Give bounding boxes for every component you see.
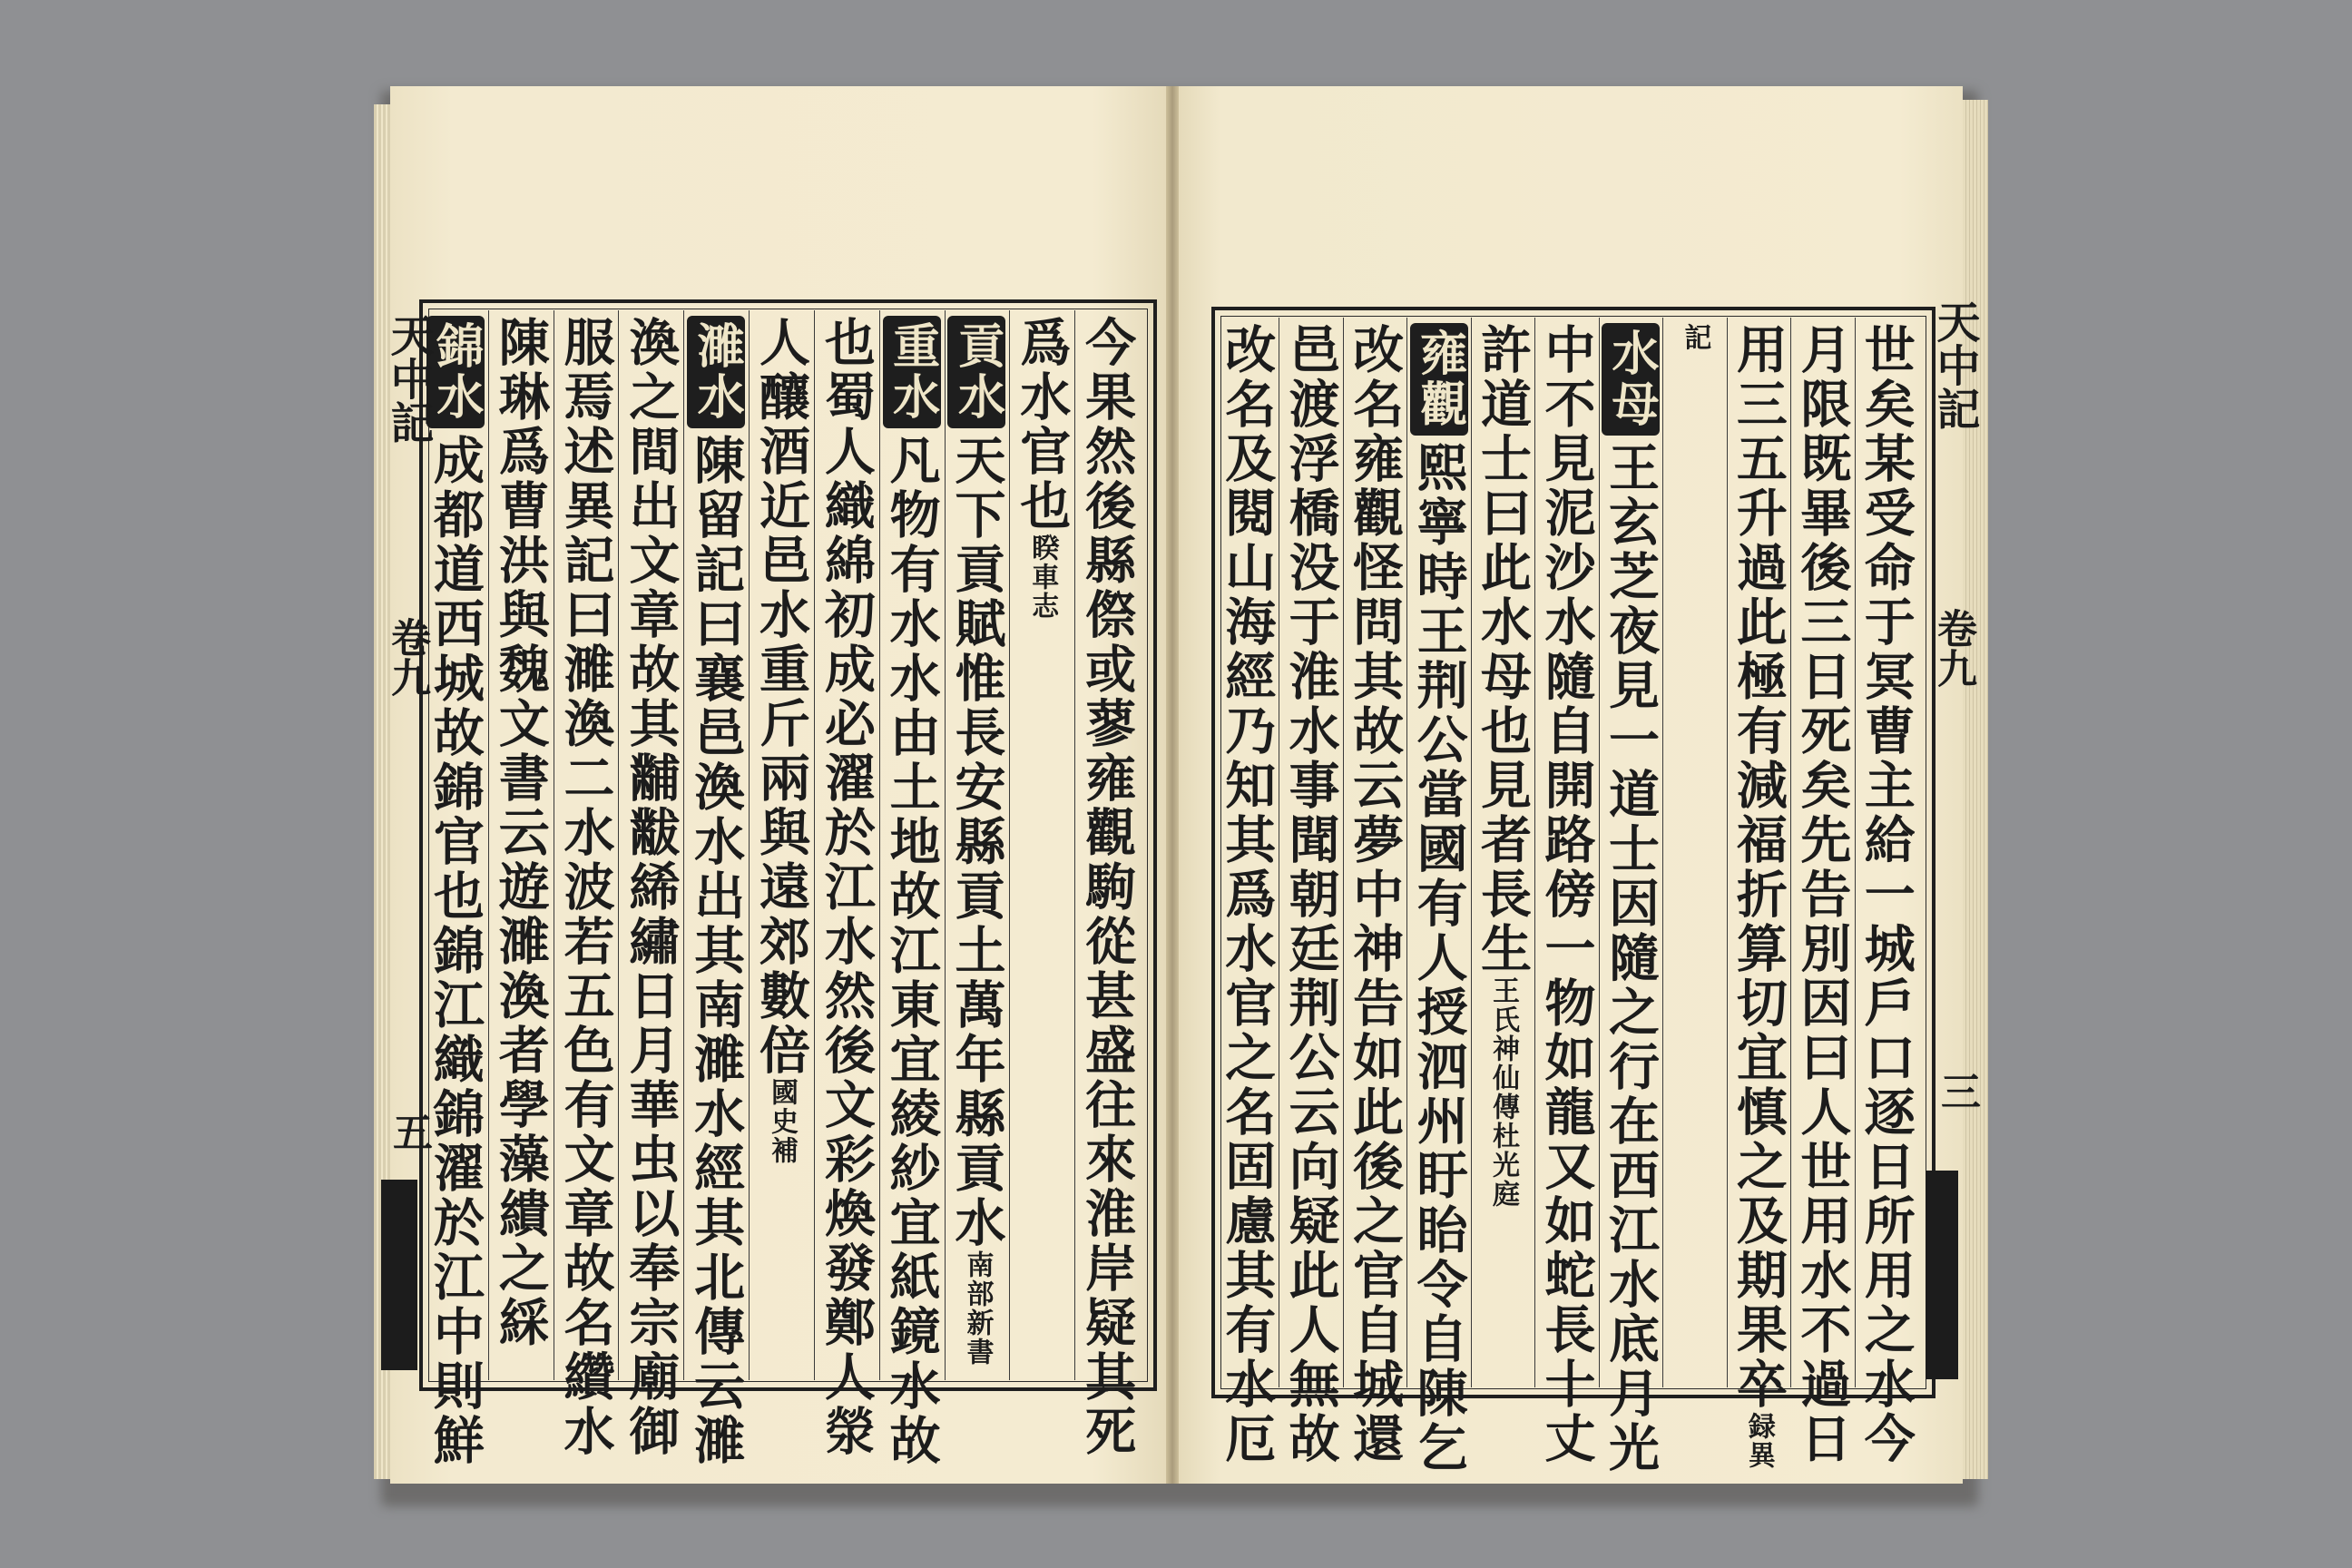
column-rule <box>749 310 750 1380</box>
column-text: 人釀酒近邑水重斤兩與遠郊數倍 <box>751 316 811 1078</box>
text-column <box>1730 323 1788 1470</box>
text-column <box>1474 323 1532 1209</box>
column-text: 改名雍觀怪問其故云夢中神告如此後之官自城還 <box>1345 323 1406 1466</box>
column-rule <box>1790 318 1791 1387</box>
source-note: 睽車志 <box>1026 534 1059 621</box>
column-text: 也蜀人織綿初成必濯於江水然後文彩煥發鄭人滎 <box>816 316 877 1459</box>
text-column <box>1793 323 1851 1466</box>
left-page-number: 五 <box>386 1112 432 1152</box>
text-column <box>1282 323 1340 1466</box>
column-text: 爲水官也 <box>1012 316 1073 534</box>
text-column <box>1602 323 1660 1475</box>
right-fish-tail-block <box>1926 1171 1958 1379</box>
column-text: 用三五升過此極有減福折算切宜慎之及期果卒 <box>1728 323 1788 1412</box>
column-text: 許道士曰此水母也見者長生 <box>1473 323 1534 976</box>
column-text: 服焉述異記曰濉渙二水波若五色有文章故名纘水 <box>555 316 616 1459</box>
text-column <box>1346 323 1404 1466</box>
text-column <box>947 316 1005 1367</box>
column-rule <box>1009 310 1010 1380</box>
column-text: 熙寧時王荆公當國有人授泗州盱眙令自陳乞 <box>1408 441 1469 1475</box>
right-text-frame <box>1211 307 1936 1475</box>
text-column <box>883 316 941 1468</box>
entry-heading: 重水 <box>883 316 941 428</box>
text-column <box>1665 323 1723 352</box>
entry-heading: 貢水 <box>947 316 1005 428</box>
entry-heading: 雍觀 <box>1410 323 1468 436</box>
column-rule <box>1855 318 1856 1387</box>
column-text: 凡物有水水由土地故江東宜綾紗宜紙鏡水故 <box>881 434 942 1468</box>
text-column <box>818 316 876 1459</box>
column-rule <box>945 310 946 1380</box>
entry-heading: 錦水 <box>426 316 485 428</box>
column-rule <box>618 310 619 1380</box>
right-page-number: 三 <box>1934 1071 1980 1111</box>
right-volume-label: 卷九 <box>1930 608 1976 688</box>
column-text: 世矣某受命于冥曹主給一城戶口逐日所用之水今 <box>1856 323 1916 1466</box>
text-column <box>752 316 810 1165</box>
column-text: 渙之間出文章故其黼黻絺繡日月華虫以奉宗廟御 <box>621 316 681 1459</box>
source-note: 國史補 <box>766 1078 798 1165</box>
column-rule <box>1662 318 1663 1387</box>
text-column <box>1078 316 1136 1459</box>
text-column <box>492 316 550 1350</box>
source-note: 記 <box>1679 323 1711 352</box>
right-title-strip: 天中記 <box>1929 299 1980 430</box>
column-rule <box>879 310 880 1380</box>
column-rule <box>1471 318 1472 1387</box>
text-column <box>1218 323 1276 1466</box>
text-column <box>1538 323 1596 1466</box>
entry-heading: 濉水 <box>687 316 745 428</box>
left-text-frame <box>419 299 1157 1468</box>
column-text: 中不見泥沙水隨自開路傍一物如龍又如蛇長十丈 <box>1536 323 1597 1466</box>
column-rule <box>683 310 684 1380</box>
column-text: 改名及閱山海經乃知其爲水官之名固慮其有水厄 <box>1217 323 1278 1466</box>
column-rule <box>1727 318 1728 1387</box>
column-rule <box>814 310 815 1380</box>
column-rule <box>1343 318 1344 1387</box>
column-rule <box>1534 318 1535 1387</box>
source-note: 録異 <box>1742 1412 1775 1470</box>
text-column <box>1013 316 1071 621</box>
source-note: 王氏神仙傳杜光庭 <box>1487 976 1520 1209</box>
text-column <box>557 316 615 1459</box>
column-rule <box>1599 318 1600 1387</box>
left-fish-tail-block <box>381 1180 417 1370</box>
text-column <box>1857 323 1916 1466</box>
text-column <box>1410 323 1468 1475</box>
column-text: 陳琳爲曹洪與魏文書云遊濉渙者學藻繢之綵 <box>490 316 551 1350</box>
left-title-strip: 天中記 <box>383 313 434 444</box>
column-rule <box>488 310 489 1380</box>
text-column <box>687 316 745 1468</box>
column-text: 月限既畢後三日死矣先告別因曰人世用水不過日 <box>1792 323 1853 1466</box>
column-text: 陳留記曰襄邑渙水出其南濉水經其北傳云濉 <box>686 434 747 1468</box>
column-text: 今果然後縣傺或蓼雍觀駒從甚盛往來淮岸疑其死 <box>1077 316 1138 1459</box>
column-text: 邑渡浮橋没于淮水事聞朝廷荆公云向疑此人無故 <box>1280 323 1341 1466</box>
source-note: 南部新書 <box>961 1250 994 1367</box>
text-column <box>622 316 680 1459</box>
column-rule <box>1406 318 1407 1387</box>
column-text: 成都道西城故錦官也錦江織錦濯於江中則鮮 <box>425 434 485 1468</box>
text-column <box>426 316 485 1468</box>
entry-heading: 水母 <box>1602 323 1660 436</box>
column-text: 天下貢賦惟長安縣貢土萬年縣貢水 <box>946 434 1007 1250</box>
column-rule <box>1074 310 1075 1380</box>
column-text: 王玄芝夜見一道士因隨之行在西江水底月光 <box>1600 441 1661 1475</box>
left-volume-label: 卷九 <box>384 617 430 697</box>
book-gutter <box>1166 86 1179 1484</box>
